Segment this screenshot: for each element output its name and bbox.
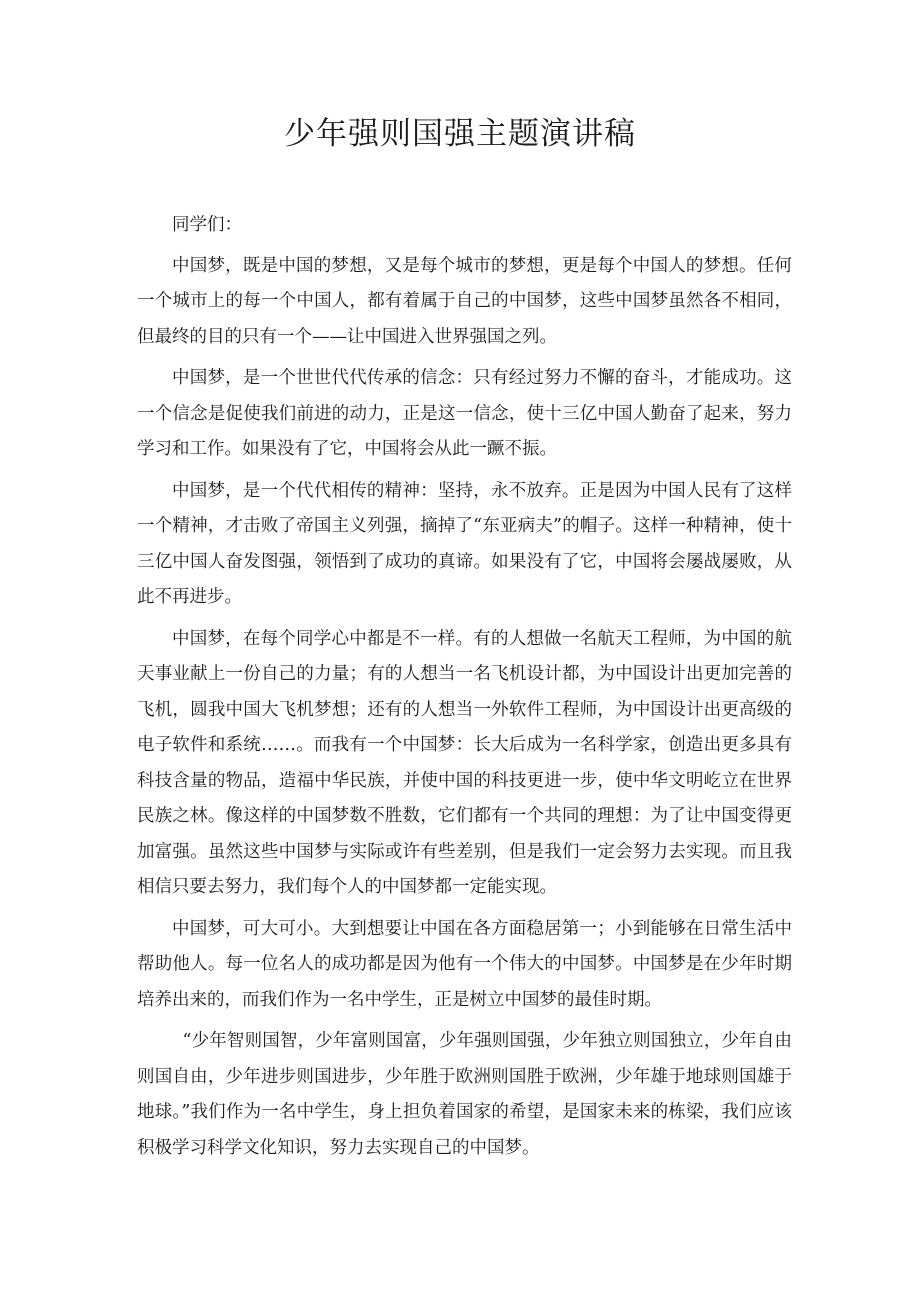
paragraph-6: “少年智则国智，少年富则国富，少年强则国强，少年独立则国独立，少年自由则国自由，少年进步则国进步，少年胜于欧洲则国胜于欧洲，少年雄于地球则国雄于地球。”我们作为一名中学生，身上担负着国家的希望，是国家未来的栋梁，我们应该积极学习科学文化知识，努力去实现自己的中国梦。 xyxy=(137,1031,792,1158)
paragraph-1: 中国梦，既是中国的梦想，又是每个城市的梦想，更是每个中国人的梦想。任何一个城市上的每一个中国人，都有着属于自己的中国梦，这些中国梦虽然各不相同，但最终的目的只有一个——让中国进入世界强国之列。 xyxy=(137,255,792,347)
paragraph-4: 中国梦，在每个同学心中都是不一样。有的人想做一名航天工程师，为中国的航天事业献上一份自己的力量；有的人想当一名飞机设计都，为中国设计出更加完善的飞机，圆我中国大飞机梦想；还有的人想当一外软件工程师，为中国设计出更高级的电子软件和系统……。而我有一个中国梦：长大后成为一名科学家，创造出更多具有科技含量的物品，造福中华民族，并使中国的科技更进一步，使中华文明屹立在世界民族之林。像这样的中国梦数不胜数，它们都有一个共同的理想：为了让中国变得更加富强。虽然这些中国梦与实际或许有些差别，但是我们一定会努力去实现。而且我相信只要去努力，我们每个人的中国梦都一定能实现。 xyxy=(137,628,792,897)
paragraph-5: 中国梦，可大可小。大到想要让中国在各方面稳居第一；小到能够在日常生活中帮助他人。每一位名人的成功都是因为他有一个伟大的中国梦。中国梦是在少年时期培养出来的，而我们作为一名中学生，正是树立中国梦的最佳时期。 xyxy=(137,918,792,1010)
document-body xyxy=(137,208,792,1166)
document-title: 少年强则国强主题演讲稿 xyxy=(284,116,636,152)
paragraph-3: 中国梦，是一个代代相传的精神：坚持，永不放弃。正是因为中国人民有了这样一个精神，才击败了帝国主义列强，摘掉了“东亚病夫”的帽子。这样一种精神，使十三亿中国人奋发图强，领悟到了成功的真谛。如果没有了它，中国将会屡战屡败，从此不再进步。 xyxy=(137,480,792,607)
paragraph-2: 中国梦，是一个世世代代传承的信念：只有经过努力不懈的奋斗，才能成功。这一个信念是促使我们前进的动力，正是这一信念，使十三亿中国人勤奋了起来，努力学习和工作。如果没有了它，中国将会从此一蹶不振。 xyxy=(137,368,792,459)
greeting: 同学们： xyxy=(172,215,242,235)
